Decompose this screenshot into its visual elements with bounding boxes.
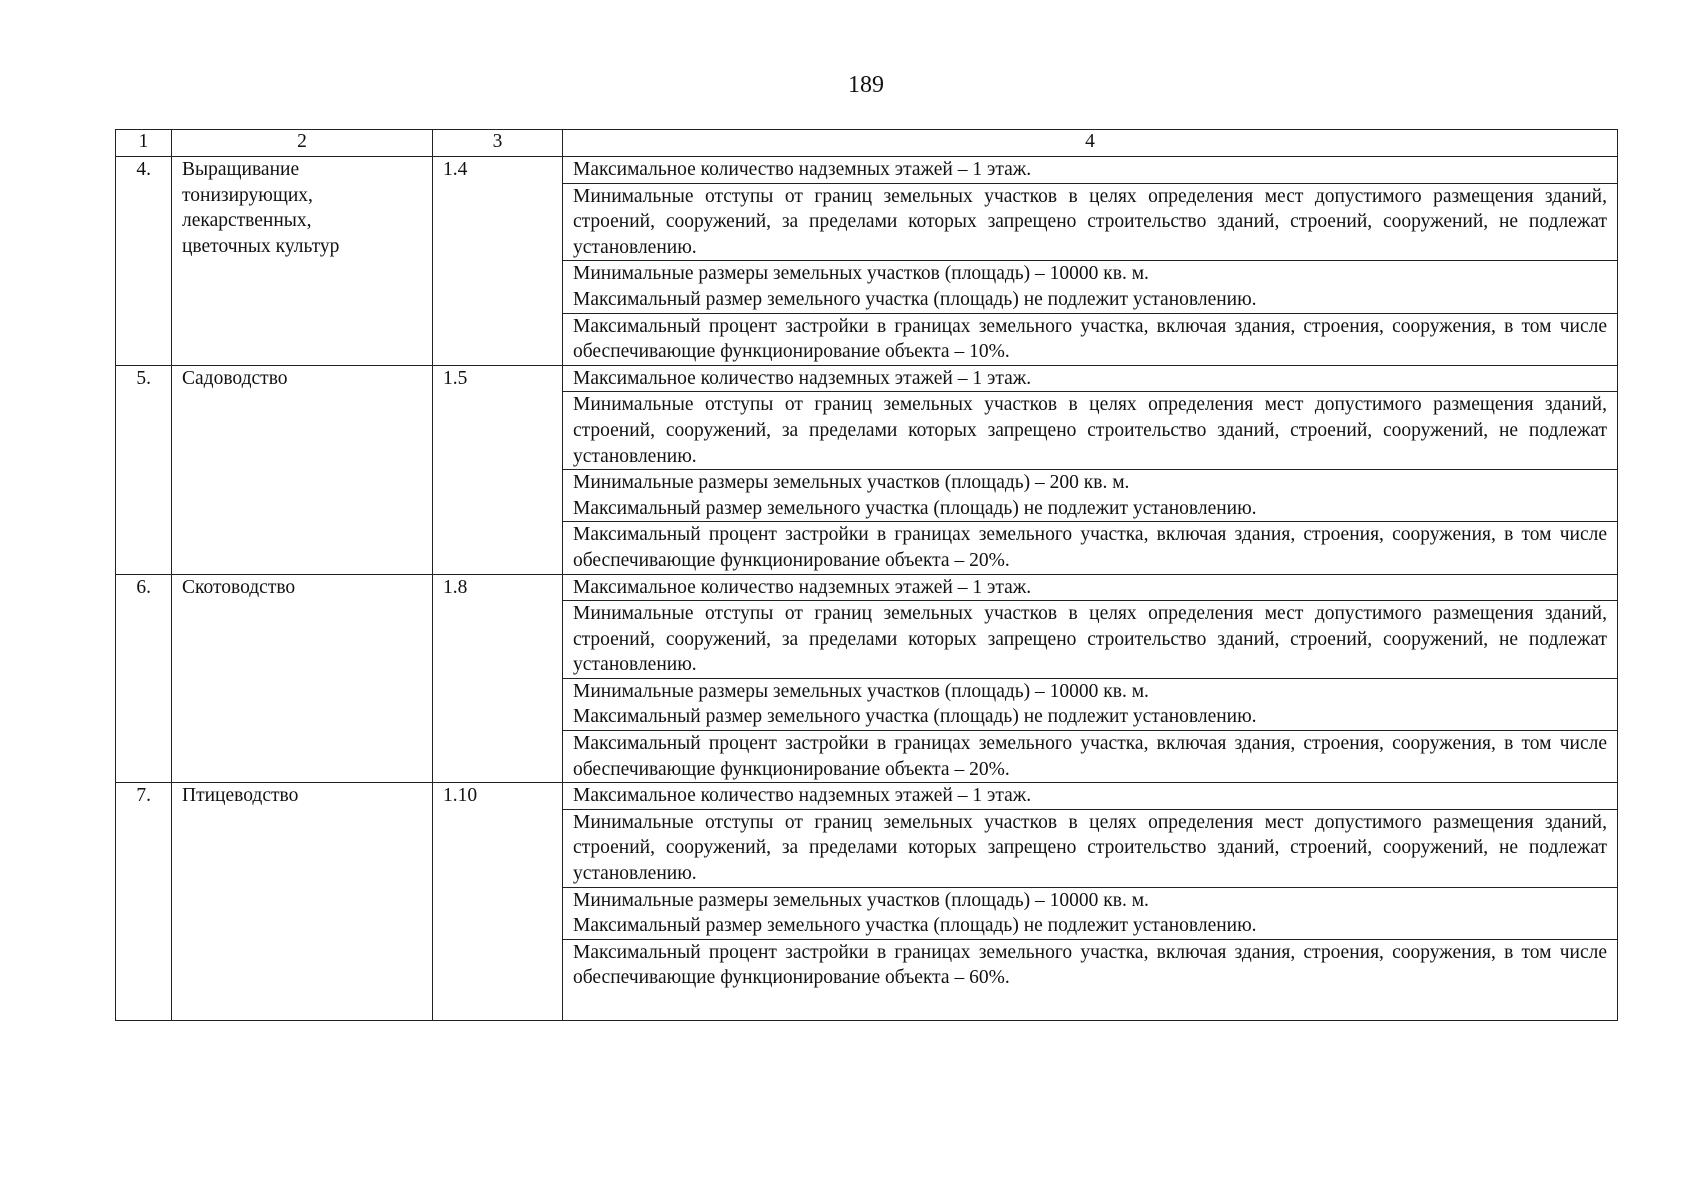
table-row [116, 157, 1618, 184]
column-number: 1 [116, 130, 172, 157]
land-use-name-line: цветочных культур [182, 235, 340, 257]
parameter-cell: Минимальные размеры земельных участков (площадь) – 10000 кв. м. Максимальный размер земельного участка (площадь) не подлежит установлению. [563, 678, 1618, 730]
land-use-name-line: лекарственных, [182, 210, 312, 232]
parameter-cell: Минимальные размеры земельных участков (площадь) – 10000 кв. м. Максимальный размер земельного участка (площадь) не подлежит установлению. [563, 887, 1618, 939]
parameter-cell: Максимальный процент застройки в границах земельного участка, включая здания, строения, сооружения, в том числе обеспечивающие функционирование объекта – 60%. [563, 939, 1618, 1020]
land-use-code-cell: 1.8 [433, 574, 563, 783]
parameter-cell: Максимальное количество надземных этажей – 1 этаж. [563, 574, 1618, 601]
land-use-name-cell [172, 157, 433, 366]
parameter-cell: Максимальный процент застройки в границах земельного участка, включая здания, строения, сооружения, в том числе обеспечивающие функционирование объекта – 10%. [563, 313, 1618, 365]
land-use-name-cell [172, 365, 433, 574]
parameter-cell: Минимальные отступы от границ земельных участков в целях определения мест допустимого размещения зданий, строений, сооружений, за пределами которых запрещено строительство зданий, строений, сооружений, не подлежат установлению. [563, 809, 1618, 887]
land-use-name-line: тонизирующих, [182, 184, 313, 206]
column-number: 4 [563, 130, 1618, 157]
parameter-cell: Максимальное количество надземных этажей – 1 этаж. [563, 783, 1618, 810]
parameter-cell: Максимальный процент застройки в границах земельного участка, включая здания, строения, сооружения, в том числе обеспечивающие функционирование объекта – 20%. [563, 522, 1618, 574]
land-use-code-cell: 1.5 [433, 365, 563, 574]
parameter-cell: Минимальные отступы от границ земельных участков в целях определения мест допустимого размещения зданий, строений, сооружений, за пределами которых запрещено строительство зданий, строений, сооружений, не подлежат установлению. [563, 183, 1618, 261]
parameter-cell: Минимальные отступы от границ земельных участков в целях определения мест допустимого размещения зданий, строений, сооружений, за пределами которых запрещено строительство зданий, строений, сооружений, не подлежат установлению. [563, 601, 1618, 679]
land-use-name-line: Выращивание [182, 159, 300, 180]
row-number-cell: 6. [116, 574, 172, 783]
land-use-name-line: Скотоводство [182, 576, 296, 598]
table-row [116, 783, 1618, 810]
land-use-name-line: Птицеводство [182, 785, 299, 807]
land-use-name-cell [172, 783, 433, 1021]
parameter-cell: Минимальные размеры земельных участков (площадь) – 10000 кв. м. Максимальный размер земельного участка (площадь) не подлежит установлению. [563, 261, 1618, 313]
column-number: 2 [172, 130, 433, 157]
land-use-code-cell: 1.4 [433, 157, 563, 366]
table-body [116, 130, 1618, 1021]
row-number-cell: 5. [116, 365, 172, 574]
table-row [116, 574, 1618, 601]
regulations-table [115, 129, 1618, 1021]
row-number-cell: 4. [116, 157, 172, 366]
column-number-row [116, 130, 1618, 157]
page-number: 189 [848, 72, 884, 98]
table-row [116, 365, 1618, 392]
parameter-cell: Минимальные отступы от границ земельных участков в целях определения мест допустимого размещения зданий, строений, сооружений, за пределами которых запрещено строительство зданий, строений, сооружений, не подлежат установлению. [563, 392, 1618, 470]
parameter-cell: Максимальное количество надземных этажей – 1 этаж. [563, 365, 1618, 392]
land-use-name-line: Садоводство [182, 367, 288, 389]
row-number-cell: 7. [116, 783, 172, 1021]
parameter-cell: Максимальный процент застройки в границах земельного участка, включая здания, строения, сооружения, в том числе обеспечивающие функционирование объекта – 20%. [563, 731, 1618, 783]
column-number: 3 [433, 130, 563, 157]
land-use-code-cell: 1.10 [433, 783, 563, 1021]
land-use-name-cell [172, 574, 433, 783]
parameter-cell: Максимальное количество надземных этажей – 1 этаж. [563, 157, 1618, 184]
parameter-cell: Минимальные размеры земельных участков (площадь) – 200 кв. м. Максимальный размер земельного участка (площадь) не подлежит установлению. [563, 470, 1618, 522]
